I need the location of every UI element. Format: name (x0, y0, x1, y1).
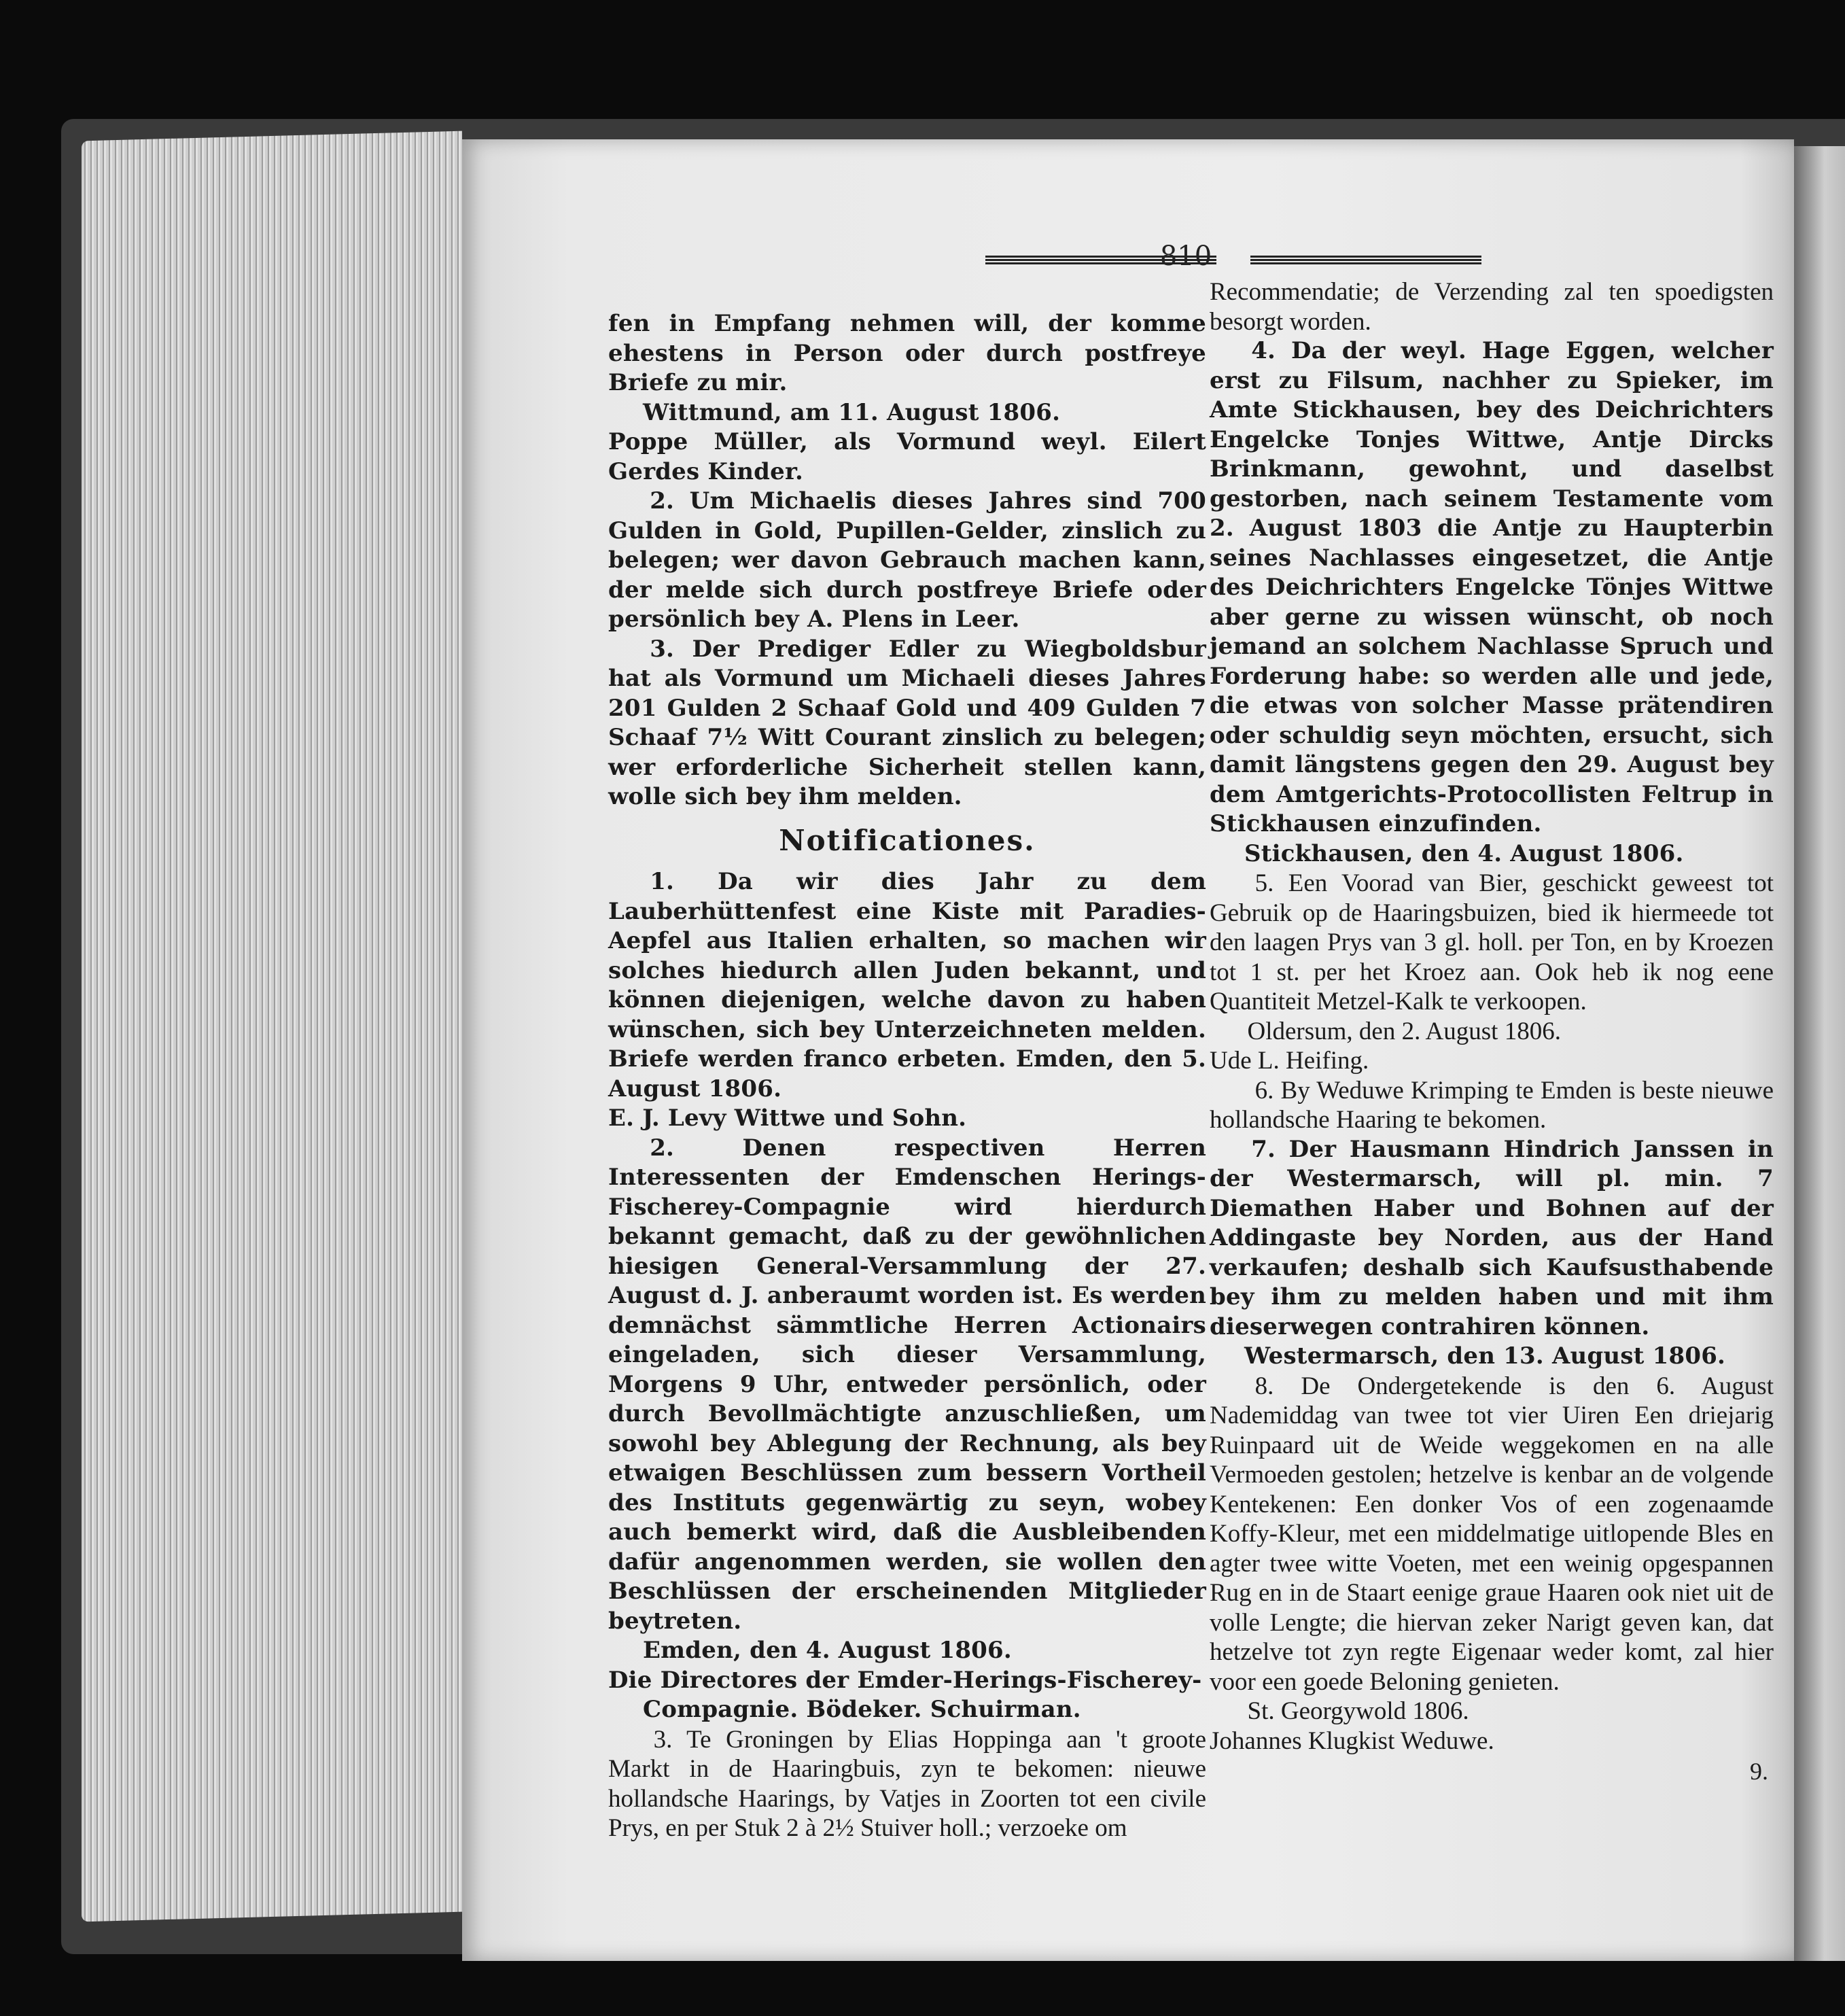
notice-item: 2. Denen respectiven Herren Interessenten der Emdenschen Herings-Fischerey-Compagnie wird hierdurch bekannt gemacht, daß zu der gewöhnlichen hiesigen General-Versammlung der 27. August d. J. anberaumt worden ist. Es werden demnächst sämmtliche Herren Actionairs eingeladen, sich dieser Versammlung, Morgens 9 Uhr, entweder persönlich, oder durch Bevollmächtigte anzuschließen, um sowohl bey Ablegung der Rechnung, als bey etwaigen Beschlüssen zum bessern Vortheil des Instituts gegenwärtig zu seyn, wobey auch bemerkt wird, daß die Ausbleibenden dafür angenommen werden, sie wollen den Beschlüssen der erscheinenden Mitglieder beytreten. (608, 1134, 1206, 1635)
header-rule-right (1250, 256, 1481, 265)
signature: Die Directores der Emder-Herings-Fischerey- (608, 1666, 1202, 1694)
text-continuation: Recommendatie; de Verzending zal ten spoedigsten besorgt worden. (1210, 278, 1774, 336)
signature: Compagnie. Bödeker. Schuirman. (643, 1696, 1081, 1723)
notice-item: 4. Da der weyl. Hage Eggen, welcher erst zu Filsum, nachher zu Spieker, im Amte Stickhausen, bey des Deichrichters Engelcke Tonjes Wittwe, Antje Dircks Brinkmann, gewohnt, und daselbst gestorben, nach seinem Testamente vom 2. August 1803 die Antje zu Haupterbin seines Nachlasses eingesetzet, die Antje des Deichrichters Engelcke Tönjes Wittwe aber gerne zu wissen wünscht, ob noch jemand an solchem Nachlasse Spruch und Forderung habe: so werden alle und jede, die etwas von solcher Masse prätendiren oder schuldig seyn möchten, ersucht, sich damit längstens gegen den 29. August bey dem Amtgerichts-Protocollisten Feltrup in Stickhausen einzufinden. (1210, 337, 1774, 837)
facing-page-edge (1794, 146, 1845, 1961)
notice-item: 3. Te Groningen by Elias Hoppinga aan 't groote Markt in de Haaringbuis, zyn te bekomen: nieuwe hollandsche Haarings, by Vatjes in Zoorten tot een civile Prys, en per Stuk 2 à 2½ Stuiver holl.; verzoeke om (608, 1725, 1206, 1842)
place-date: Emden, den 4. August 1806. (643, 1637, 1012, 1664)
left-column (608, 309, 1206, 1843)
page-stack-edge (82, 131, 462, 1922)
place-date: Westermarsch, den 13. August 1806. (1244, 1342, 1726, 1370)
page-header (0, 241, 1845, 281)
signature-mark: 9. (1750, 1758, 1768, 1785)
place-date: Oldersum, den 2. August 1806. (1247, 1017, 1561, 1045)
signature: E. J. Levy Wittwe und Sohn. (608, 1105, 967, 1132)
text-continuation: fen in Empfang nehmen will, der komme ehestens in Person oder durch postfreye Briefe zu mir. (608, 310, 1206, 396)
place-date: St. Georgywold 1806. (1247, 1697, 1469, 1725)
page-number: 810 (1159, 241, 1212, 272)
place-date: Stickhausen, den 4. August 1806. (1244, 839, 1684, 867)
notice-item: 8. De Ondergetekende is den 6. August Nademiddag van twee tot vier Uiren Een driejarig Ruinpaard uit de Weide weggekomen en na alle Vermoeden gestolen; hetzelve is kenbar an de volgende Kentekenen: Een donker Vos of een zogenaamde Koffy-Kleur, met een middelmatige uitlopende Bles en agter twee witte Voeten, met een weinig opgespannen Rug en in de Staart eenige graue Haaren ook niet uit de volle Lengte; die hiervan zeker Narigt geven kan, dat hetzelve tot zyn regte Eigenaar weder komt, zal hier voor een goede Beloning genieten. (1210, 1372, 1774, 1696)
signature: Poppe Müller, als Vormund weyl. Eilert Gerdes Kinder. (608, 428, 1206, 485)
signature: Ude L. Heifing. (1210, 1047, 1369, 1075)
right-column (1210, 277, 1774, 1756)
section-title: Notificationes. (779, 823, 1036, 857)
notice-item: 7. Der Hausmann Hindrich Janssen in der Westermarsch, will pl. min. 7 Diemathen Haber und Bohnen auf der Addingaste bey Norden, aus der Hand verkaufen; deshalb sich Kaufsusthabende bey ihm zu melden haben und mit ihm dieserwegen contrahiren können. (1210, 1135, 1774, 1340)
notice-item: 1. Da wir dies Jahr zu dem Lauberhüttenfest eine Kiste mit Paradies-Aepfel aus Italien erhalten, so machen wir solches hiedurch allen Juden bekannt, und können diejenigen, welche davon zu haben wünschen, sich bey Unterzeichneten melden. Briefe werden franco erbeten. Emden, den 5. August 1806. (608, 868, 1206, 1102)
place-date: Wittmund, am 11. August 1806. (643, 398, 1061, 426)
notice-item: 3. Der Prediger Edler zu Wiegboldsbur hat als Vormund um Michaeli dieses Jahres 201 Gulden 2 Schaaf Gold und 409 Gulden 7 Schaaf 7½ Witt Courant zinslich zu belegen; wer erforderliche Sicherheit stellen kann, wolle sich bey ihm melden. (608, 635, 1206, 810)
notice-item: 5. Een Voorad van Bier, geschickt geweest tot Gebruik op de Haaringsbuizen, bied ik hiermeede tot den laagen Prys van 3 gl. holl. per Ton, en by Kroezen tot 1 st. per het Kroez aan. Ook heb ik nog eene Quantiteit Metzel-Kalk te verkoopen. (1210, 869, 1774, 1015)
notice-item: 6. By Weduwe Krimping te Emden is beste nieuwe hollandsche Haaring te bekomen. (1210, 1076, 1774, 1134)
signature: Johannes Klugkist Weduwe. (1210, 1726, 1494, 1755)
notice-item: 2. Um Michaelis dieses Jahres sind 700 Gulden in Gold, Pupillen-Gelder, zinslich zu belegen; wer davon Gebrauch machen kann, der melde sich durch postfreye Briefe oder persönlich bey A. Plens in Leer. (608, 487, 1206, 633)
